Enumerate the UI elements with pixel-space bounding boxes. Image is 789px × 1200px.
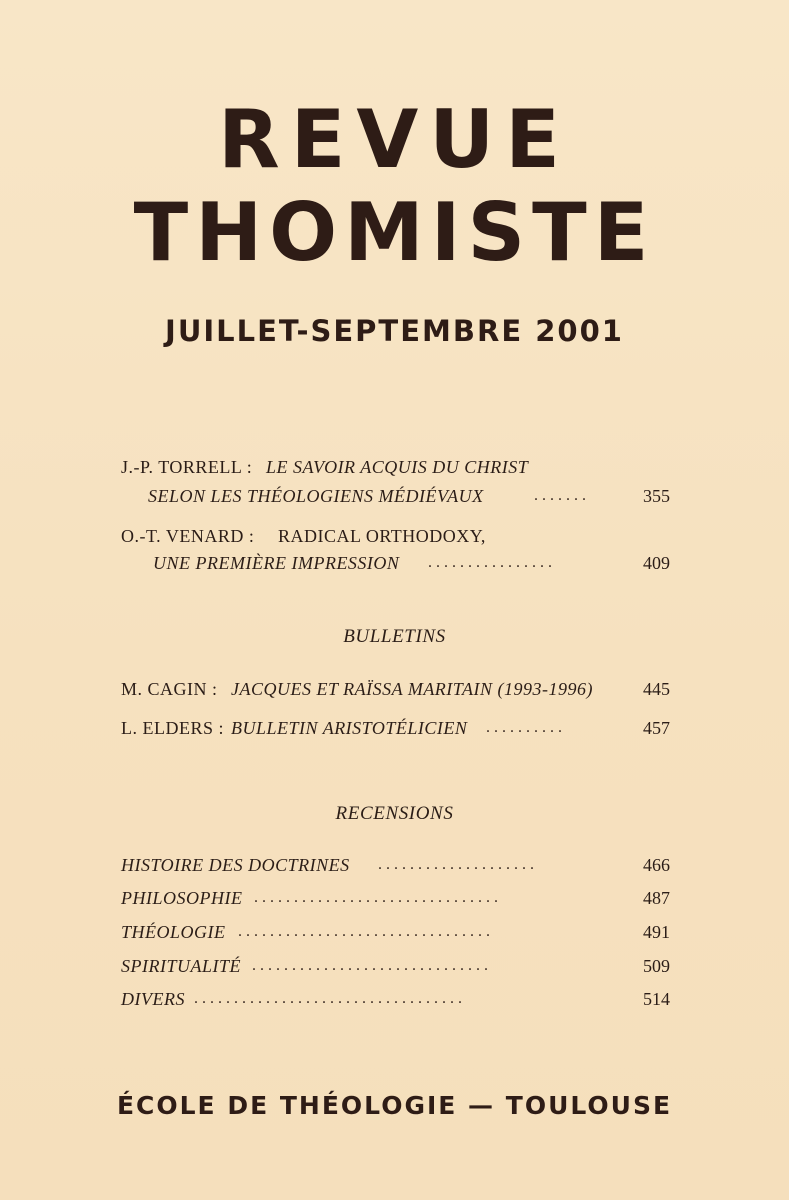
- bulletin-title: BULLETIN ARISTOTÉLICIEN: [231, 718, 468, 738]
- article-author: J.-P. TORRELL :: [121, 457, 253, 477]
- page-number: 487: [643, 888, 670, 908]
- page-number: 457: [643, 718, 670, 738]
- article-title-line2: UNE PREMIÈRE IMPRESSION: [153, 553, 400, 573]
- dot-leader: ................................: [238, 923, 494, 940]
- dot-leader: ...............................: [254, 889, 502, 906]
- bulletin-author: M. CAGIN :: [121, 679, 218, 699]
- journal-title-line2: THOMISTE: [133, 186, 656, 279]
- dot-leader: ..........: [486, 719, 566, 736]
- dot-leader: ....................: [378, 856, 538, 873]
- recension-title: SPIRITUALITÉ: [121, 956, 241, 976]
- page-number: 491: [643, 922, 670, 942]
- publisher-name: ÉCOLE DE THÉOLOGIE — TOULOUSE: [116, 1091, 673, 1120]
- section-heading-bulletins: BULLETINS: [343, 626, 446, 647]
- bulletin-title: JACQUES ET RAÏSSA MARITAIN (1993-1996): [231, 679, 593, 699]
- dot-leader: ..................................: [194, 990, 466, 1007]
- article-title-line2: SELON LES THÉOLOGIENS MÉDIÉVAUX: [148, 486, 484, 506]
- page-number: 509: [643, 956, 670, 976]
- page-number: 466: [643, 855, 670, 875]
- recension-title: DIVERS: [121, 989, 185, 1009]
- article-author: O.-T. VENARD :: [121, 526, 255, 546]
- recension-title: THÉOLOGIE: [121, 922, 226, 942]
- page-number: 514: [643, 989, 670, 1009]
- page-number: 445: [643, 679, 670, 699]
- page-number: 409: [643, 553, 670, 573]
- dot-leader: .......: [534, 487, 590, 504]
- article-title-line1: RADICAL ORTHODOXY,: [278, 526, 486, 546]
- article-title-line1: LE SAVOIR ACQUIS DU CHRIST: [266, 457, 529, 477]
- section-heading-recensions: RECENSIONS: [335, 803, 454, 824]
- page-number: 355: [643, 486, 670, 506]
- journal-title-line1: REVUE: [218, 93, 571, 186]
- issue-date: JUILLET-SEPTEMBRE 2001: [165, 314, 624, 348]
- recension-title: HISTOIRE DES DOCTRINES: [121, 855, 350, 875]
- dot-leader: ................: [428, 554, 556, 571]
- bulletin-author: L. ELDERS :: [121, 718, 224, 738]
- recension-title: PHILOSOPHIE: [121, 888, 243, 908]
- dot-leader: ..............................: [252, 957, 492, 974]
